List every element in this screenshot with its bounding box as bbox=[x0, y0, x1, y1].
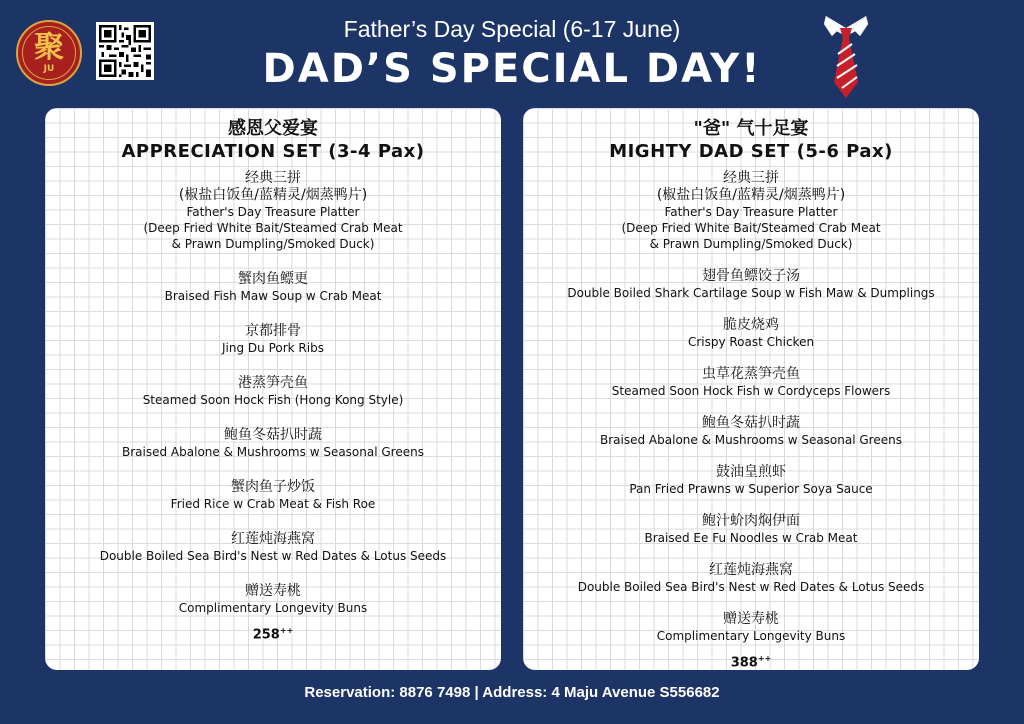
dish-name-chinese: 虫草花蒸笋壳鱼 bbox=[702, 366, 800, 382]
menu-item bbox=[45, 427, 501, 460]
set-title-chinese: "爸" 气十足宴 bbox=[693, 118, 809, 139]
dish-name-english: Father's Day Treasure Platter (Deep Fried White Bait/Steamed Crab Meat & Prawn Dumpling/Smoked Duck) bbox=[621, 205, 881, 251]
header-subtitle: Father’s Day Special (6-17 June) bbox=[343, 16, 681, 42]
reservation-footer: Reservation: 8876 7498 | Address: 4 Maju Avenue S556682 bbox=[304, 684, 720, 701]
dish-name-chinese: 蟹肉鱼子炒饭 bbox=[231, 479, 315, 495]
menu-item bbox=[45, 323, 501, 356]
appreciation-set-card bbox=[45, 108, 501, 670]
set-price bbox=[45, 626, 501, 642]
set-title-english: APPRECIATION SET (3-4 Pax) bbox=[121, 141, 425, 162]
dish-name-chinese: 鲍汁蚧肉焖伊面 bbox=[702, 513, 800, 529]
dish-name-english: Jing Du Pork Ribs bbox=[222, 341, 324, 355]
header-title: DAD’S SPECIAL DAY! bbox=[262, 46, 762, 92]
dish-name-english: Braised Abalone & Mushrooms w Seasonal Greens bbox=[122, 445, 424, 459]
dish-name-chinese: 脆皮烧鸡 bbox=[723, 317, 779, 333]
dish-name-chinese: 红莲炖海燕窝 bbox=[231, 531, 315, 547]
set-price bbox=[523, 654, 979, 670]
price-suffix: ++ bbox=[757, 654, 772, 663]
price-value: 258 bbox=[252, 627, 280, 643]
dish-name-english: Complimentary Longevity Buns bbox=[656, 629, 846, 643]
dish-name-english: Complimentary Longevity Buns bbox=[178, 601, 368, 615]
dish-name-english: Pan Fried Prawns w Superior Soya Sauce bbox=[629, 482, 873, 496]
menu-item bbox=[45, 479, 501, 512]
dish-name-chinese: 鼓油皇煎虾 bbox=[716, 464, 786, 480]
logo-chinese-text: 聚 bbox=[34, 29, 64, 65]
dish-name-english: Father's Day Treasure Platter (Deep Fried White Bait/Steamed Crab Meat & Prawn Dumpling/Smoked Duck) bbox=[143, 205, 403, 251]
dish-name-english: Crispy Roast Chicken bbox=[687, 335, 815, 349]
dish-name-english: Double Boiled Sea Bird's Nest w Red Dates & Lotus Seeds bbox=[577, 580, 925, 594]
menu-item bbox=[523, 611, 979, 644]
dish-name-chinese: 经典三拼 (椒盐白饭鱼/蓝精灵/烟蒸鸭片) bbox=[178, 170, 368, 203]
dish-name-english: Steamed Soon Hock Fish w Cordyceps Flowers bbox=[611, 384, 891, 398]
price-suffix: ++ bbox=[279, 626, 294, 635]
dish-name-chinese: 京都排骨 bbox=[245, 323, 301, 339]
dish-name-chinese: 红莲炖海燕窝 bbox=[709, 562, 793, 578]
menu-item bbox=[523, 170, 979, 252]
set-title-chinese: 感恩父爱宴 bbox=[228, 118, 318, 139]
dish-name-english: Braised Ee Fu Noodles w Crab Meat bbox=[644, 531, 858, 545]
menu-list bbox=[523, 170, 979, 644]
menu-item bbox=[45, 375, 501, 408]
price-value: 388 bbox=[730, 655, 758, 671]
menu-list bbox=[45, 170, 501, 616]
dish-name-chinese: 赠送寿桃 bbox=[723, 611, 779, 627]
menu-item bbox=[523, 317, 979, 350]
dish-name-english: Braised Abalone & Mushrooms w Seasonal Greens bbox=[600, 433, 902, 447]
dish-name-chinese: 赠送寿桃 bbox=[245, 583, 301, 599]
logo-english-text: JU bbox=[43, 63, 55, 74]
necktie-icon bbox=[822, 14, 870, 100]
menu-item bbox=[523, 562, 979, 595]
dish-name-chinese: 经典三拼 (椒盐白饭鱼/蓝精灵/烟蒸鸭片) bbox=[656, 170, 846, 203]
dish-name-chinese: 鲍鱼冬菇扒时蔬 bbox=[224, 427, 322, 443]
menu-item bbox=[45, 271, 501, 304]
menu-item bbox=[523, 415, 979, 448]
dish-name-english: Fried Rice w Crab Meat & Fish Roe bbox=[170, 497, 376, 511]
dish-name-chinese: 蟹肉鱼鳔更 bbox=[238, 271, 308, 287]
dish-name-chinese: 港蒸笋壳鱼 bbox=[238, 375, 308, 391]
menu-item bbox=[45, 170, 501, 252]
menu-item bbox=[523, 464, 979, 497]
menu-item bbox=[523, 513, 979, 546]
dish-name-english: Steamed Soon Hock Fish (Hong Kong Style) bbox=[142, 393, 404, 407]
menu-item bbox=[523, 366, 979, 399]
dish-name-english: Double Boiled Sea Bird's Nest w Red Dates & Lotus Seeds bbox=[99, 549, 447, 563]
menu-item bbox=[523, 268, 979, 301]
set-title-english: MIGHTY DAD SET (5-6 Pax) bbox=[609, 141, 893, 162]
dish-name-english: Braised Fish Maw Soup w Crab Meat bbox=[164, 289, 382, 303]
dish-name-english: Double Boiled Shark Cartilage Soup w Fish Maw & Dumplings bbox=[567, 286, 935, 300]
dish-name-chinese: 鲍鱼冬菇扒时蔬 bbox=[702, 415, 800, 431]
menu-item bbox=[45, 583, 501, 616]
dish-name-chinese: 翅骨鱼鳔饺子汤 bbox=[702, 268, 800, 284]
mighty-dad-set-card bbox=[523, 108, 979, 670]
menu-item bbox=[45, 531, 501, 564]
